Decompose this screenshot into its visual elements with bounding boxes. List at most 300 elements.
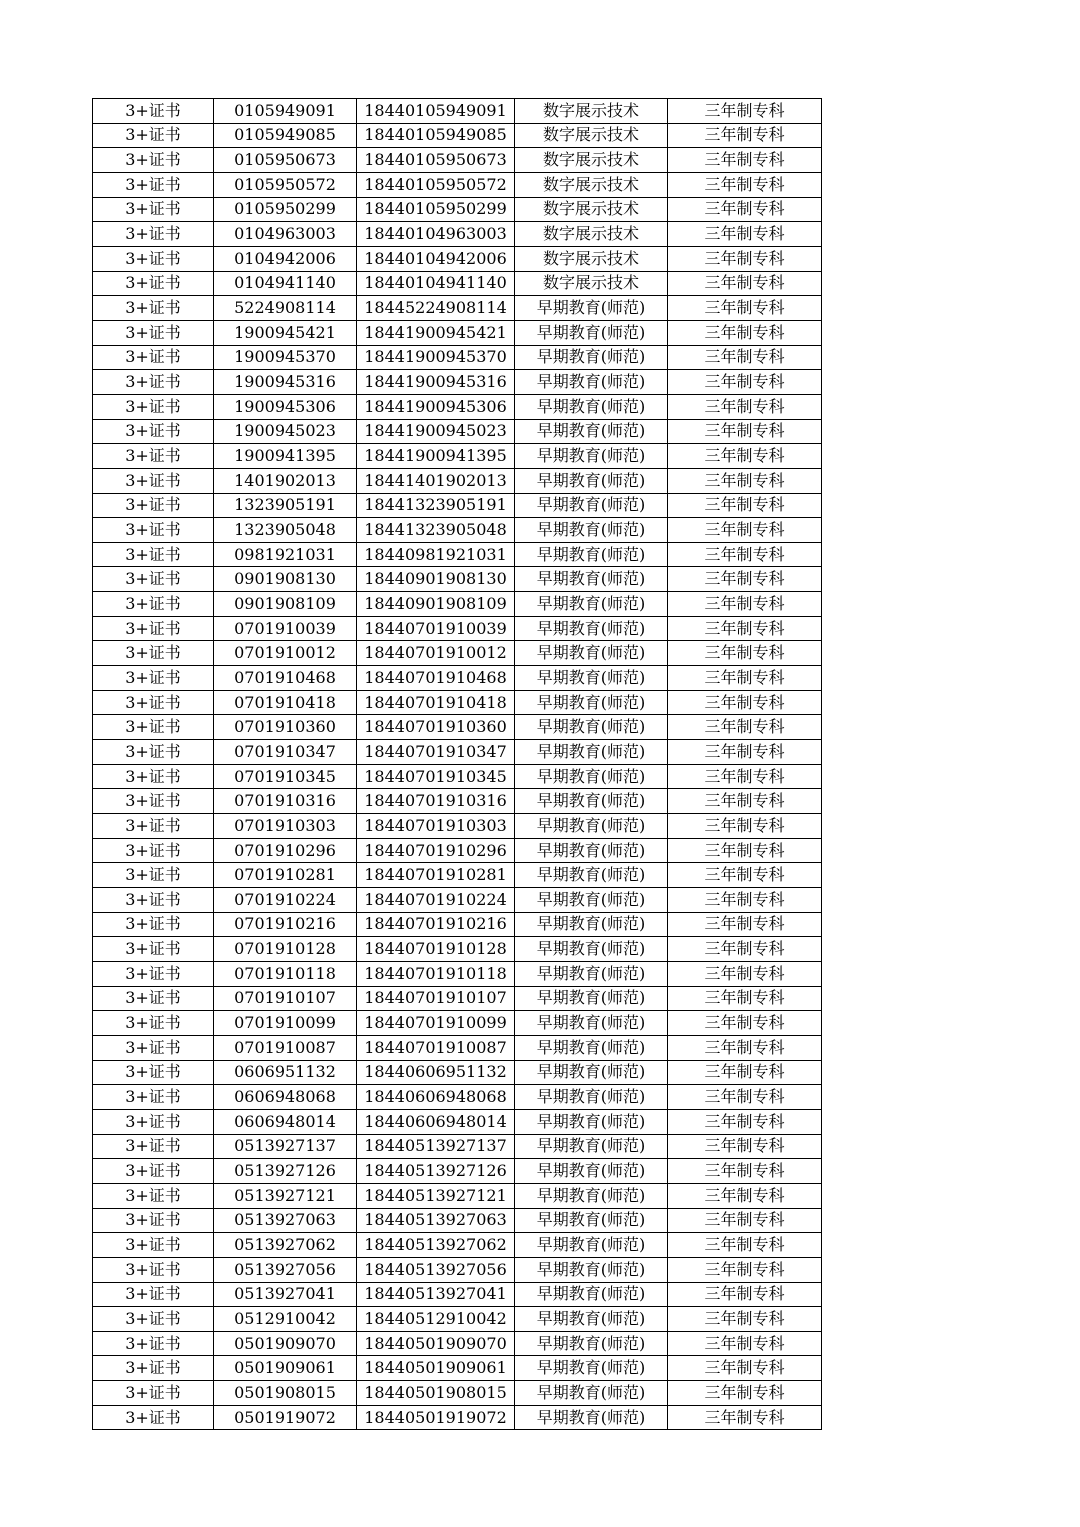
exam-number-cell: 18440701910418 [357,690,515,715]
major-cell: 早期教育(师范) [515,961,668,986]
program-cell: 三年制专科 [668,863,822,888]
table-row [93,1257,822,1282]
exam-number-cell: 18440701910118 [357,961,515,986]
program-cell: 三年制专科 [668,1011,822,1036]
short-id-cell: 0701910281 [214,863,357,888]
type-cell: 3+证书 [93,197,214,222]
major-cell: 早期教育(师范) [515,1159,668,1184]
major-cell: 早期教育(师范) [515,1331,668,1356]
program-cell: 三年制专科 [668,1356,822,1381]
major-cell: 早期教育(师范) [515,592,668,617]
type-cell: 3+证书 [93,518,214,543]
major-cell: 早期教育(师范) [515,567,668,592]
short-id-cell: 0513927041 [214,1282,357,1307]
short-id-cell: 0512910042 [214,1307,357,1332]
major-cell: 早期教育(师范) [515,1109,668,1134]
program-cell: 三年制专科 [668,1233,822,1258]
major-cell: 数字展示技术 [515,222,668,247]
exam-number-cell: 18440701910128 [357,937,515,962]
major-cell: 早期教育(师范) [515,838,668,863]
program-cell: 三年制专科 [668,345,822,370]
program-cell: 三年制专科 [668,1208,822,1233]
type-cell: 3+证书 [93,1282,214,1307]
type-cell: 3+证书 [93,1257,214,1282]
major-cell: 早期教育(师范) [515,468,668,493]
exam-number-cell: 18440701910296 [357,838,515,863]
exam-number-cell: 18440701910303 [357,814,515,839]
major-cell: 早期教育(师范) [515,1405,668,1430]
type-cell: 3+证书 [93,592,214,617]
type-cell: 3+证书 [93,863,214,888]
exam-number-cell: 18440701910039 [357,616,515,641]
program-cell: 三年制专科 [668,1134,822,1159]
exam-number-cell: 18440701910012 [357,641,515,666]
table-row [93,1085,822,1110]
program-cell: 三年制专科 [668,838,822,863]
exam-number-cell: 18441900945370 [357,345,515,370]
program-cell: 三年制专科 [668,616,822,641]
program-cell: 三年制专科 [668,937,822,962]
type-cell: 3+证书 [93,567,214,592]
type-cell: 3+证书 [93,1109,214,1134]
major-cell: 早期教育(师范) [515,715,668,740]
table-row [93,1233,822,1258]
short-id-cell: 0105950299 [214,197,357,222]
short-id-cell: 0501908015 [214,1381,357,1406]
type-cell: 3+证书 [93,1233,214,1258]
program-cell: 三年制专科 [668,715,822,740]
major-cell: 早期教育(师范) [515,863,668,888]
type-cell: 3+证书 [93,1183,214,1208]
table-body [93,99,822,1430]
type-cell: 3+证书 [93,394,214,419]
exam-number-cell: 18440606951132 [357,1060,515,1085]
table-row [93,172,822,197]
table-row [93,320,822,345]
exam-number-cell: 18440701910345 [357,764,515,789]
major-cell: 早期教育(师范) [515,1257,668,1282]
major-cell: 早期教育(师范) [515,1381,668,1406]
type-cell: 3+证书 [93,1331,214,1356]
short-id-cell: 0701910216 [214,912,357,937]
program-cell: 三年制专科 [668,1085,822,1110]
major-cell: 早期教育(师范) [515,937,668,962]
program-cell: 三年制专科 [668,764,822,789]
short-id-cell: 0104963003 [214,222,357,247]
major-cell: 早期教育(师范) [515,690,668,715]
major-cell: 早期教育(师范) [515,616,668,641]
short-id-cell: 0105950572 [214,172,357,197]
table-row [93,764,822,789]
major-cell: 早期教育(师范) [515,1356,668,1381]
type-cell: 3+证书 [93,986,214,1011]
short-id-cell: 0501909070 [214,1331,357,1356]
program-cell: 三年制专科 [668,690,822,715]
table-row [93,345,822,370]
major-cell: 早期教育(师范) [515,1134,668,1159]
table-row [93,246,822,271]
exam-number-cell: 18440104963003 [357,222,515,247]
short-id-cell: 0701910347 [214,740,357,765]
short-id-cell: 1900945421 [214,320,357,345]
table-row [93,567,822,592]
short-id-cell: 1900941395 [214,444,357,469]
program-cell: 三年制专科 [668,320,822,345]
program-cell: 三年制专科 [668,567,822,592]
table-row [93,394,822,419]
type-cell: 3+证书 [93,296,214,321]
short-id-cell: 0981921031 [214,542,357,567]
program-cell: 三年制专科 [668,197,822,222]
short-id-cell: 0701910360 [214,715,357,740]
short-id-cell: 0606951132 [214,1060,357,1085]
major-cell: 早期教育(师范) [515,296,668,321]
program-cell: 三年制专科 [668,666,822,691]
exam-number-cell: 18441900945421 [357,320,515,345]
program-cell: 三年制专科 [668,592,822,617]
type-cell: 3+证书 [93,838,214,863]
type-cell: 3+证书 [93,616,214,641]
type-cell: 3+证书 [93,1035,214,1060]
exam-number-cell: 18440701910360 [357,715,515,740]
type-cell: 3+证书 [93,666,214,691]
program-cell: 三年制专科 [668,468,822,493]
exam-number-cell: 18440701910347 [357,740,515,765]
type-cell: 3+证书 [93,1307,214,1332]
exam-number-cell: 18440105950673 [357,148,515,173]
table-row [93,814,822,839]
program-cell: 三年制专科 [668,419,822,444]
exam-number-cell: 18440105949091 [357,99,515,124]
exam-number-cell: 18440501919072 [357,1405,515,1430]
table-row [93,123,822,148]
table-row [93,863,822,888]
exam-number-cell: 18440105950572 [357,172,515,197]
short-id-cell: 0701910316 [214,789,357,814]
type-cell: 3+证书 [93,345,214,370]
table-row [93,592,822,617]
program-cell: 三年制专科 [668,493,822,518]
type-cell: 3+证书 [93,1356,214,1381]
table-row [93,641,822,666]
table-row [93,419,822,444]
major-cell: 早期教育(师范) [515,542,668,567]
exam-number-cell: 18440513927063 [357,1208,515,1233]
major-cell: 数字展示技术 [515,246,668,271]
type-cell: 3+证书 [93,222,214,247]
exam-number-cell: 18440104941140 [357,271,515,296]
major-cell: 数字展示技术 [515,99,668,124]
program-cell: 三年制专科 [668,394,822,419]
program-cell: 三年制专科 [668,518,822,543]
program-cell: 三年制专科 [668,542,822,567]
table-row [93,296,822,321]
major-cell: 数字展示技术 [515,197,668,222]
program-cell: 三年制专科 [668,1035,822,1060]
major-cell: 早期教育(师范) [515,1282,668,1307]
short-id-cell: 0513927137 [214,1134,357,1159]
short-id-cell: 0701910039 [214,616,357,641]
exam-number-cell: 18441323905191 [357,493,515,518]
short-id-cell: 0105950673 [214,148,357,173]
short-id-cell: 0701910087 [214,1035,357,1060]
exam-number-cell: 18441323905048 [357,518,515,543]
exam-number-cell: 18440901908130 [357,567,515,592]
program-cell: 三年制专科 [668,123,822,148]
program-cell: 三年制专科 [668,1257,822,1282]
exam-number-cell: 18441900945316 [357,370,515,395]
table-row [93,1208,822,1233]
table-row [93,1109,822,1134]
type-cell: 3+证书 [93,271,214,296]
program-cell: 三年制专科 [668,1183,822,1208]
type-cell: 3+证书 [93,789,214,814]
major-cell: 早期教育(师范) [515,493,668,518]
table-row [93,888,822,913]
type-cell: 3+证书 [93,912,214,937]
program-cell: 三年制专科 [668,1060,822,1085]
exam-number-cell: 18440606948068 [357,1085,515,1110]
major-cell: 早期教育(师范) [515,345,668,370]
exam-number-cell: 18440701910087 [357,1035,515,1060]
type-cell: 3+证书 [93,740,214,765]
type-cell: 3+证书 [93,246,214,271]
short-id-cell: 0701910099 [214,1011,357,1036]
table-row [93,838,822,863]
table-row [93,937,822,962]
type-cell: 3+证书 [93,99,214,124]
program-cell: 三年制专科 [668,296,822,321]
type-cell: 3+证书 [93,172,214,197]
type-cell: 3+证书 [93,123,214,148]
program-cell: 三年制专科 [668,271,822,296]
table-row [93,1381,822,1406]
program-cell: 三年制专科 [668,1331,822,1356]
program-cell: 三年制专科 [668,172,822,197]
table-row [93,542,822,567]
type-cell: 3+证书 [93,1085,214,1110]
table-row [93,912,822,937]
short-id-cell: 0701910345 [214,764,357,789]
short-id-cell: 0701910296 [214,838,357,863]
short-id-cell: 1323905191 [214,493,357,518]
major-cell: 早期教育(师范) [515,370,668,395]
type-cell: 3+证书 [93,764,214,789]
table-row [93,1159,822,1184]
major-cell: 早期教育(师范) [515,1183,668,1208]
program-cell: 三年制专科 [668,370,822,395]
short-id-cell: 1900945023 [214,419,357,444]
program-cell: 三年制专科 [668,99,822,124]
type-cell: 3+证书 [93,888,214,913]
type-cell: 3+证书 [93,641,214,666]
exam-number-cell: 18440105950299 [357,197,515,222]
exam-number-cell: 18440501908015 [357,1381,515,1406]
program-cell: 三年制专科 [668,1405,822,1430]
short-id-cell: 0606948014 [214,1109,357,1134]
exam-number-cell: 18440513927056 [357,1257,515,1282]
major-cell: 早期教育(师范) [515,888,668,913]
table-row [93,789,822,814]
type-cell: 3+证书 [93,1060,214,1085]
short-id-cell: 0513927126 [214,1159,357,1184]
exam-number-cell: 18440513927062 [357,1233,515,1258]
table-row [93,370,822,395]
program-cell: 三年制专科 [668,961,822,986]
short-id-cell: 0701910224 [214,888,357,913]
short-id-cell: 0513927121 [214,1183,357,1208]
major-cell: 早期教育(师范) [515,1307,668,1332]
type-cell: 3+证书 [93,1381,214,1406]
table-row [93,1282,822,1307]
table-row [93,222,822,247]
major-cell: 早期教育(师范) [515,444,668,469]
short-id-cell: 0513927063 [214,1208,357,1233]
exam-number-cell: 18440701910316 [357,789,515,814]
major-cell: 早期教育(师范) [515,666,668,691]
major-cell: 早期教育(师范) [515,764,668,789]
table-row [93,1331,822,1356]
exam-number-cell: 18441900945023 [357,419,515,444]
program-cell: 三年制专科 [668,1307,822,1332]
type-cell: 3+证书 [93,1134,214,1159]
program-cell: 三年制专科 [668,641,822,666]
short-id-cell: 0701910128 [214,937,357,962]
major-cell: 早期教育(师范) [515,986,668,1011]
type-cell: 3+证书 [93,148,214,173]
exam-number-cell: 18440513927041 [357,1282,515,1307]
exam-number-cell: 18440701910107 [357,986,515,1011]
short-id-cell: 0501909061 [214,1356,357,1381]
type-cell: 3+证书 [93,1208,214,1233]
exam-number-cell: 18440606948014 [357,1109,515,1134]
type-cell: 3+证书 [93,320,214,345]
short-id-cell: 0501919072 [214,1405,357,1430]
exam-number-cell: 18440513927137 [357,1134,515,1159]
table-row [93,1307,822,1332]
short-id-cell: 1900945370 [214,345,357,370]
short-id-cell: 0701910012 [214,641,357,666]
exam-number-cell: 18440501909061 [357,1356,515,1381]
exam-number-cell: 18440105949085 [357,123,515,148]
program-cell: 三年制专科 [668,148,822,173]
exam-number-cell: 18440701910216 [357,912,515,937]
table-row [93,616,822,641]
exam-number-cell: 18441401902013 [357,468,515,493]
type-cell: 3+证书 [93,370,214,395]
type-cell: 3+证书 [93,961,214,986]
exam-number-cell: 18441900945306 [357,394,515,419]
short-id-cell: 0105949085 [214,123,357,148]
type-cell: 3+证书 [93,468,214,493]
program-cell: 三年制专科 [668,1109,822,1134]
type-cell: 3+证书 [93,1011,214,1036]
major-cell: 早期教育(师范) [515,789,668,814]
table-row [93,715,822,740]
major-cell: 早期教育(师范) [515,394,668,419]
table-row [93,197,822,222]
short-id-cell: 1900945306 [214,394,357,419]
table-row [93,468,822,493]
major-cell: 早期教育(师范) [515,1035,668,1060]
program-cell: 三年制专科 [668,740,822,765]
exam-number-cell: 18445224908114 [357,296,515,321]
program-cell: 三年制专科 [668,444,822,469]
short-id-cell: 0701910468 [214,666,357,691]
short-id-cell: 0701910118 [214,961,357,986]
short-id-cell: 0104941140 [214,271,357,296]
major-cell: 早期教育(师范) [515,1208,668,1233]
type-cell: 3+证书 [93,814,214,839]
program-cell: 三年制专科 [668,888,822,913]
exam-number-cell: 18440901908109 [357,592,515,617]
table-row [93,986,822,1011]
exam-number-cell: 18440501909070 [357,1331,515,1356]
exam-number-cell: 18440701910468 [357,666,515,691]
major-cell: 早期教育(师范) [515,740,668,765]
major-cell: 早期教育(师范) [515,641,668,666]
major-cell: 早期教育(师范) [515,518,668,543]
type-cell: 3+证书 [93,419,214,444]
table-row [93,666,822,691]
program-cell: 三年制专科 [668,246,822,271]
program-cell: 三年制专科 [668,222,822,247]
exam-number-cell: 18441900941395 [357,444,515,469]
program-cell: 三年制专科 [668,1381,822,1406]
exam-number-cell: 18440701910281 [357,863,515,888]
major-cell: 数字展示技术 [515,172,668,197]
table-row [93,1035,822,1060]
table-row [93,1183,822,1208]
program-cell: 三年制专科 [668,1159,822,1184]
table-row [93,271,822,296]
data-table [92,98,822,1430]
program-cell: 三年制专科 [668,1282,822,1307]
type-cell: 3+证书 [93,937,214,962]
type-cell: 3+证书 [93,444,214,469]
major-cell: 早期教育(师范) [515,814,668,839]
exam-number-cell: 18440512910042 [357,1307,515,1332]
table-row [93,148,822,173]
table-row [93,1356,822,1381]
exam-number-cell: 18440104942006 [357,246,515,271]
major-cell: 早期教育(师范) [515,1233,668,1258]
program-cell: 三年制专科 [668,814,822,839]
short-id-cell: 0701910107 [214,986,357,1011]
major-cell: 早期教育(师范) [515,1060,668,1085]
table-row [93,1134,822,1159]
major-cell: 早期教育(师范) [515,912,668,937]
short-id-cell: 0606948068 [214,1085,357,1110]
short-id-cell: 0513927062 [214,1233,357,1258]
short-id-cell: 0513927056 [214,1257,357,1282]
type-cell: 3+证书 [93,1159,214,1184]
exam-number-cell: 18440701910099 [357,1011,515,1036]
major-cell: 数字展示技术 [515,123,668,148]
type-cell: 3+证书 [93,493,214,518]
major-cell: 早期教育(师范) [515,1085,668,1110]
type-cell: 3+证书 [93,715,214,740]
short-id-cell: 5224908114 [214,296,357,321]
table-row [93,99,822,124]
short-id-cell: 0701910418 [214,690,357,715]
table-row [93,740,822,765]
short-id-cell: 0901908109 [214,592,357,617]
table-row [93,444,822,469]
type-cell: 3+证书 [93,1405,214,1430]
major-cell: 数字展示技术 [515,148,668,173]
exam-number-cell: 18440701910224 [357,888,515,913]
